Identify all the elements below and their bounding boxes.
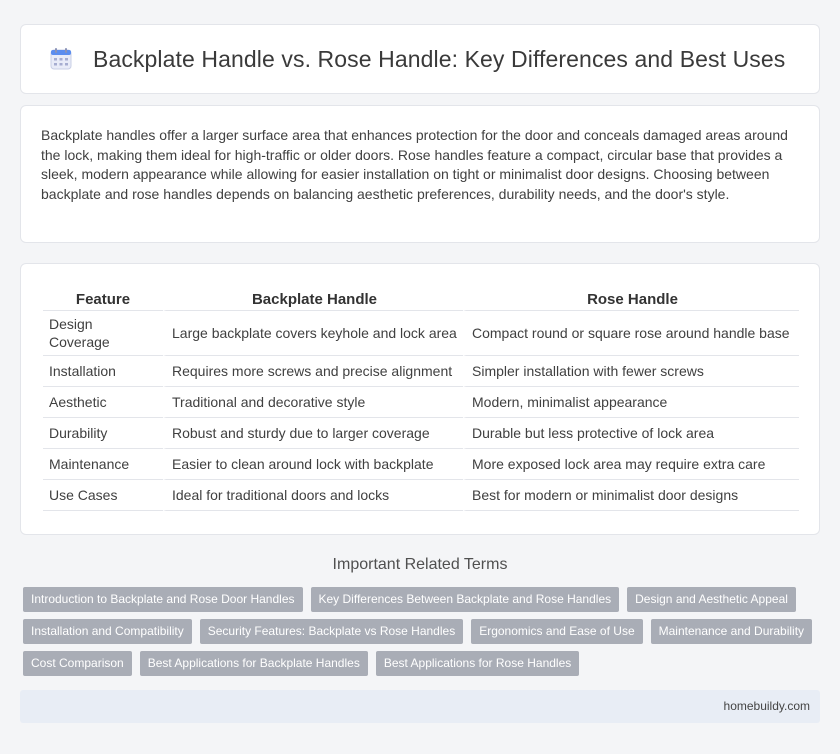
table-row (43, 356, 799, 387)
table-cell: Installation (43, 356, 163, 387)
footer-site-link[interactable]: homebuildy.com (723, 699, 810, 713)
table-row (43, 449, 799, 480)
table-cell: More exposed lock area may require extra care (463, 449, 799, 480)
table-row (43, 418, 799, 449)
table-cell: Compact round or square rose around handle base (463, 311, 799, 356)
calendar-icon (49, 47, 73, 71)
related-term-tag[interactable]: Ergonomics and Ease of Use (471, 619, 642, 644)
related-term-tag[interactable]: Best Applications for Backplate Handles (140, 651, 368, 676)
column-header: Backplate Handle (163, 286, 463, 311)
comparison-table-card (20, 263, 820, 535)
table-row (43, 387, 799, 418)
related-term-tag[interactable]: Introduction to Backplate and Rose Door Handles (23, 587, 303, 612)
table-cell: Use Cases (43, 480, 163, 511)
related-term-tag[interactable]: Cost Comparison (23, 651, 132, 676)
footer (20, 690, 820, 723)
related-term-tag[interactable]: Installation and Compatibility (23, 619, 192, 644)
related-terms-title: Important Related Terms (332, 556, 508, 573)
table-row (43, 311, 799, 356)
page-title: Backplate Handle vs. Rose Handle: Key Differences and Best Uses (93, 45, 786, 72)
intro-section (20, 105, 820, 243)
table-cell: Best for modern or minimalist door designs (463, 480, 799, 511)
page-header (20, 24, 820, 94)
related-term-tag[interactable]: Maintenance and Durability (651, 619, 812, 644)
table-cell: Easier to clean around lock with backplate (163, 449, 463, 480)
related-term-tag[interactable]: Security Features: Backplate vs Rose Handles (200, 619, 463, 644)
table-cell: Robust and sturdy due to larger coverage (163, 418, 463, 449)
table-cell: Requires more screws and precise alignment (163, 356, 463, 387)
related-term-tag[interactable]: Design and Aesthetic Appeal (627, 587, 796, 612)
related-terms-tags (23, 587, 823, 683)
table-cell: Traditional and decorative style (163, 387, 463, 418)
table-header-row (43, 286, 799, 311)
table-cell: Ideal for traditional doors and locks (163, 480, 463, 511)
table-cell: Durability (43, 418, 163, 449)
table-row (43, 480, 799, 511)
comparison-table (43, 286, 799, 511)
column-header: Feature (43, 286, 163, 311)
table-cell: Maintenance (43, 449, 163, 480)
related-term-tag[interactable]: Key Differences Between Backplate and Rose Handles (311, 587, 620, 612)
table-cell: Durable but less protective of lock area (463, 418, 799, 449)
intro-text: Backplate handles offer a larger surface area that enhances protection for the door and conceals damaged areas around the lock, making them ideal for high-traffic or older doors. Rose handles feature a compact, circular base that provides a sleek, modern appearance while allowing for easier installation on tight or minimalist door designs. Choosing between backplate and rose handles depends on balancing aesthetic preferences, durability needs, and the door's style. (41, 127, 788, 202)
table-cell: Aesthetic (43, 387, 163, 418)
related-term-tag[interactable]: Best Applications for Rose Handles (376, 651, 579, 676)
column-header: Rose Handle (463, 286, 799, 311)
table-cell: Large backplate covers keyhole and lock area (163, 311, 463, 356)
table-cell: Design Coverage (43, 311, 163, 356)
table-cell: Modern, minimalist appearance (463, 387, 799, 418)
table-cell: Simpler installation with fewer screws (463, 356, 799, 387)
